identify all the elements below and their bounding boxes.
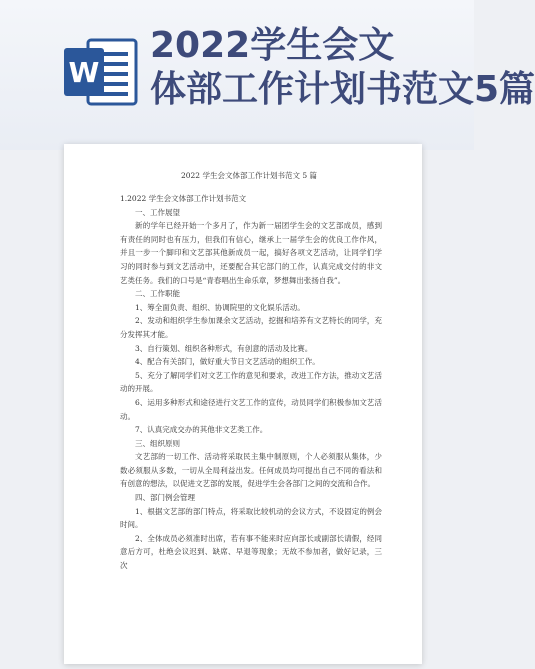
document-paragraph: 5、充分了解同学们对文艺工作的意见和要求，改进工作方法，推动文艺活动的开展。	[120, 370, 382, 394]
title-line-2: 体部工作计划书范文5篇	[150, 69, 535, 110]
document-paragraph: 新的学年已经开始一个多月了，作为新一届团学生会的文艺部成员，感到有责任的同时也有压力，但我们有信心，继承上一届学生会的优良工作作风，并且一步一个脚印和文艺部其他新成员一起，搞好各项文艺活动，让同学们学习的同时参与到文艺活动中，还要配合其它部门的工作，认真完成交付的非文艺类任务。我们的口号是“青春唱出生命乐章，梦想舞出张扬自我”。	[120, 221, 382, 285]
document-paragraph: 1、筹全面负责、组织、协调院里的文化娱乐活动。	[135, 302, 305, 312]
document-page	[64, 144, 422, 664]
page-title	[150, 24, 535, 112]
document-paragraph: 3、自行策划、组织各种形式，有创意的活动及比赛。	[135, 343, 313, 353]
document-paragraph: 三、组织原则	[135, 438, 180, 448]
document-paragraph: 6、运用多种形式和途径进行文艺工作的宣传，动员同学们积极参加文艺活动。	[120, 397, 382, 421]
title-line-1: 2022学生会文	[150, 25, 395, 66]
document-paragraph: 4、配合有关部门，做好重大节日文艺活动的组织工作。	[135, 357, 320, 367]
document-body	[120, 192, 382, 573]
document-paragraph: 四、部门例会管理	[135, 493, 195, 503]
document-paragraph: 一、工作展望	[135, 207, 180, 217]
document-paragraph: 7、认真完成交办的其他非文艺类工作。	[135, 425, 268, 435]
document-paragraph: 1、根据文艺部的部门特点，将采取比较机动的会议方式，不设固定的例会时间。	[120, 506, 382, 530]
word-icon-letter: W	[68, 56, 100, 89]
document-paragraph: 二、工作职能	[135, 289, 180, 299]
document-paragraph: 2、全体成员必须准时出席，若有事不能来时应向部长或副部长请假，经同意后方可，杜绝会议迟到、缺席、早退等现象；无故不参加者，做好记录，三次	[120, 533, 382, 571]
document-paragraph: 1.2022 学生会文体部工作计划书范文	[120, 194, 247, 203]
word-icon	[62, 34, 140, 110]
header-banner	[0, 0, 535, 150]
document-paragraph: 2、发动和组织学生参加课余文艺活动，挖掘和培养有文艺特长的同学，充分发挥其才能。	[120, 316, 382, 339]
document-paragraph: 文艺部的一切工作、活动将采取民主集中制原则，个人必须服从集体，少数必须服从多数，一切从全局利益出发。任何成员均可提出自己不同的看法和有创意的想法，以促进文艺部的发展，促进学生会各部门之间的交流和合作。	[120, 452, 382, 489]
document-heading: 2022 学生会文体部工作计划书范文 5 篇	[180, 171, 317, 180]
